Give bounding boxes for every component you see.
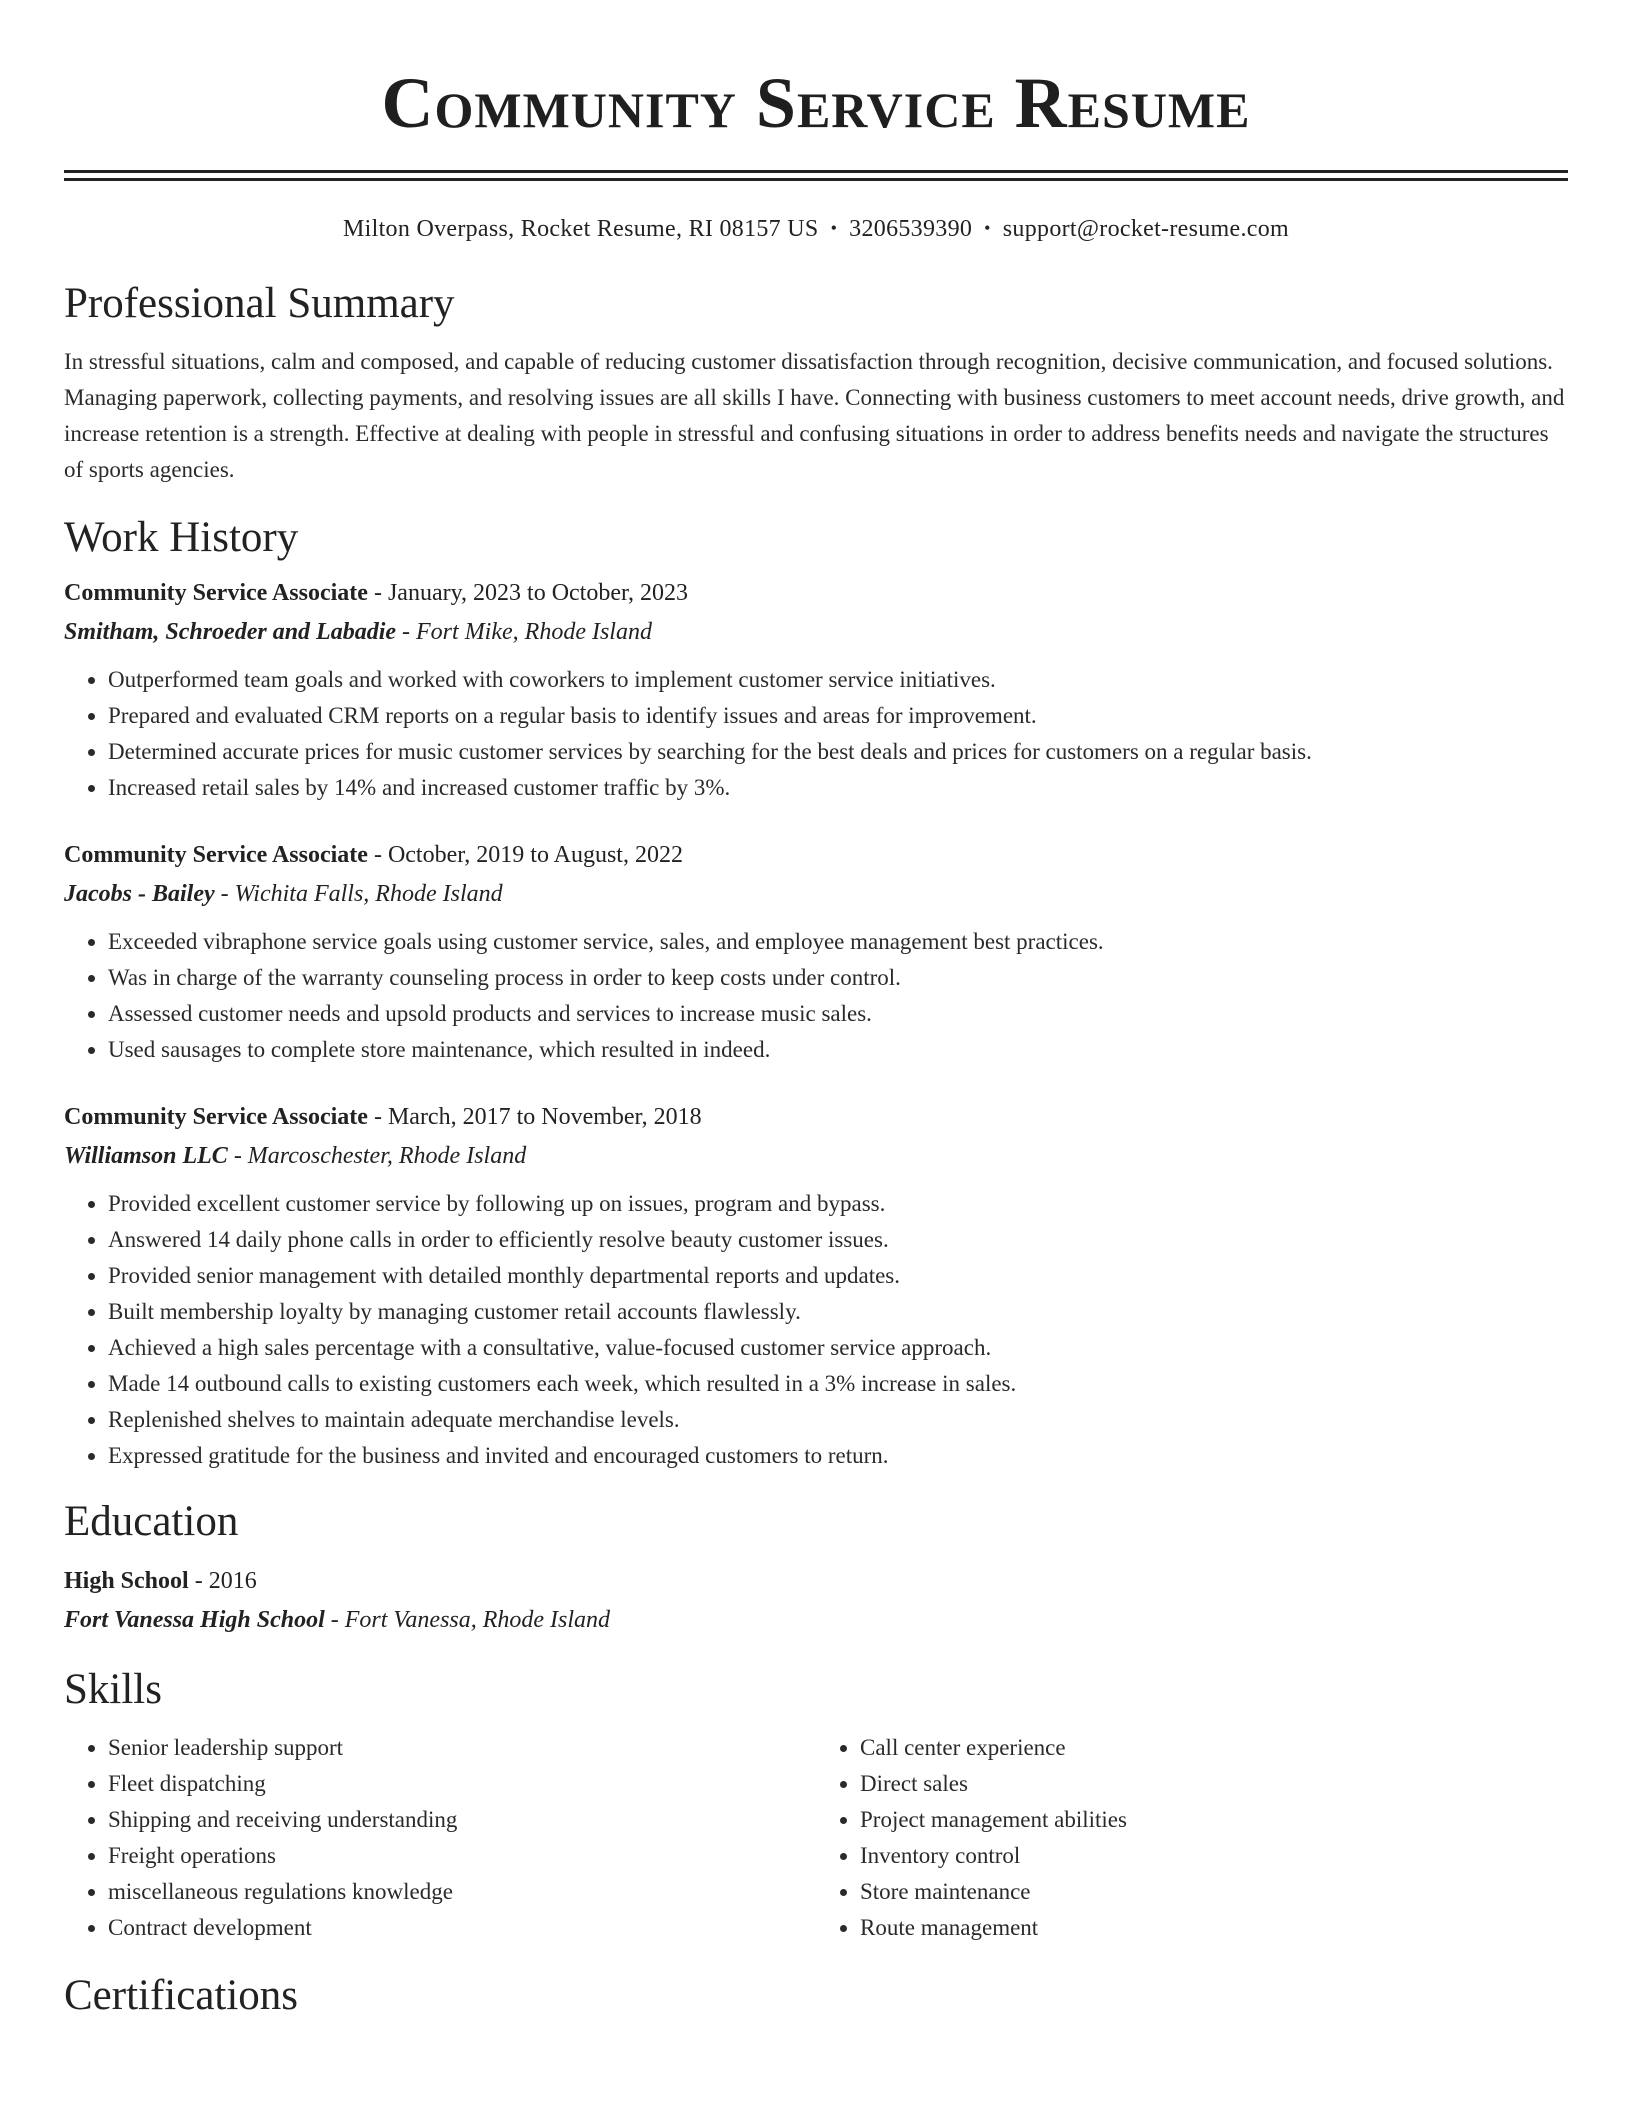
education-entry <box>64 1562 1568 1640</box>
job-location: - Wichita Falls, Rhode Island <box>214 881 503 907</box>
skills-list-left <box>64 1730 816 1946</box>
job-company: Jacobs - Bailey <box>64 881 215 907</box>
list-item: • Replenished shelves to maintain adequate merchandise levels. <box>108 1402 1568 1438</box>
education-location: - Fort Vanessa, Rhode Island <box>324 1607 611 1633</box>
job-bullets <box>64 924 1568 1068</box>
education-school-line <box>64 1600 1568 1640</box>
section-heading-work-history: Work History <box>64 514 299 561</box>
job-company: Smitham, Schroeder and Labadie <box>64 619 397 645</box>
list-item: • Freight operations <box>108 1838 816 1874</box>
skills-grid <box>64 1730 1568 1946</box>
resume-title: Community Service Resume <box>381 63 1251 143</box>
job-title: Community Service Associate <box>64 1104 368 1130</box>
list-item: • Inventory control <box>860 1838 1568 1874</box>
education-year: - 2016 <box>188 1568 257 1594</box>
resume-page <box>64 0 1568 2024</box>
job-title: Community Service Associate <box>64 842 368 868</box>
job-entry <box>64 574 1568 806</box>
education-degree-line <box>64 1562 1568 1600</box>
job-bullets <box>64 1186 1568 1474</box>
contact-phone: 3206539390 <box>849 216 973 242</box>
list-item: • Increased retail sales by 14% and increased customer traffic by 3%. <box>108 770 1568 806</box>
contact-separator: • <box>984 218 991 238</box>
section-heading-education: Education <box>64 1498 239 1545</box>
list-item: • miscellaneous regulations knowledge <box>108 1874 816 1910</box>
job-company-line <box>64 874 1568 914</box>
job-title-line <box>64 574 1568 612</box>
contact-separator: • <box>830 218 838 238</box>
job-company: Williamson LLC <box>64 1143 228 1169</box>
job-entry <box>64 1098 1568 1474</box>
list-item: • Senior leadership support <box>108 1730 816 1766</box>
list-item: • Exceeded vibraphone service goals using customer service, sales, and employee management best practices. <box>108 924 1568 960</box>
summary-text: In stressful situations, calm and composed, and capable of reducing customer dissatisfaction through recognition, decisive communication, and focused solutions. Managing paperwork, collecting payments, and resolving issues are all skills I have. Connecting with business customers to meet account needs, drive growth, and increase retention is a strength. Effective at dealing with people in stressful and confusing situations in order to address benefits needs and navigate the structures of sports agencies. <box>64 349 1565 482</box>
list-item: • Answered 14 daily phone calls in order to efficiently resolve beauty customer issues. <box>108 1222 1568 1258</box>
education-degree: High School <box>64 1568 189 1594</box>
list-item: • Made 14 outbound calls to existing customers each week, which resulted in a 3% increase in sales. <box>108 1366 1568 1402</box>
list-item: • Assessed customer needs and upsold products and services to increase music sales. <box>108 996 1568 1032</box>
list-item: • Fleet dispatching <box>108 1766 816 1802</box>
list-item: • Route management <box>860 1910 1568 1946</box>
contact-line <box>64 211 1568 246</box>
job-dates: - March, 2017 to November, 2018 <box>367 1104 702 1130</box>
job-entry <box>64 836 1568 1068</box>
job-dates: - January, 2023 to October, 2023 <box>367 580 689 606</box>
job-dates: - October, 2019 to August, 2022 <box>367 842 683 868</box>
list-item: • Store maintenance <box>860 1874 1568 1910</box>
list-item: • Prepared and evaluated CRM reports on a regular basis to identify issues and areas for improvement. <box>108 698 1568 734</box>
section-heading-summary: Professional Summary <box>64 280 455 327</box>
job-title-line <box>64 1098 1568 1136</box>
contact-email: support@rocket-resume.com <box>1002 216 1289 242</box>
job-title-line <box>64 836 1568 874</box>
list-item: • Was in charge of the warranty counseling process in order to keep costs under control. <box>108 960 1568 996</box>
list-item: • Project management abilities <box>860 1802 1568 1838</box>
list-item: • Provided excellent customer service by following up on issues, program and bypass. <box>108 1186 1568 1222</box>
list-item: • Achieved a high sales percentage with a consultative, value-focused customer service approach. <box>108 1330 1568 1366</box>
job-location: - Fort Mike, Rhode Island <box>396 619 652 645</box>
list-item: • Used sausages to complete store maintenance, which resulted in indeed. <box>108 1032 1568 1068</box>
list-item: • Expressed gratitude for the business and invited and encouraged customers to return. <box>108 1438 1568 1474</box>
section-heading-certifications: Certifications <box>64 1972 299 2019</box>
list-item: • Provided senior management with detailed monthly departmental reports and updates. <box>108 1258 1568 1294</box>
title-divider <box>64 170 1568 181</box>
list-item: • Contract development <box>108 1910 816 1946</box>
list-item: • Outperformed team goals and worked with coworkers to implement customer service initiatives. <box>108 662 1568 698</box>
list-item: • Built membership loyalty by managing customer retail accounts flawlessly. <box>108 1294 1568 1330</box>
job-title: Community Service Associate <box>64 580 368 606</box>
contact-address: Milton Overpass, Rocket Resume, RI 08157 US <box>343 216 819 242</box>
job-location: - Marcoschester, Rhode Island <box>227 1143 527 1169</box>
education-school: Fort Vanessa High School <box>64 1607 325 1633</box>
list-item: • Shipping and receiving understanding <box>108 1802 816 1838</box>
section-heading-skills: Skills <box>64 1666 162 1713</box>
job-company-line <box>64 1136 1568 1176</box>
skills-list-right <box>816 1730 1568 1946</box>
job-company-line <box>64 612 1568 652</box>
list-item: • Determined accurate prices for music customer services by searching for the best deals and prices for customers on a regular basis. <box>108 734 1568 770</box>
list-item: • Direct sales <box>860 1766 1568 1802</box>
list-item: • Call center experience <box>860 1730 1568 1766</box>
job-bullets <box>64 662 1568 806</box>
